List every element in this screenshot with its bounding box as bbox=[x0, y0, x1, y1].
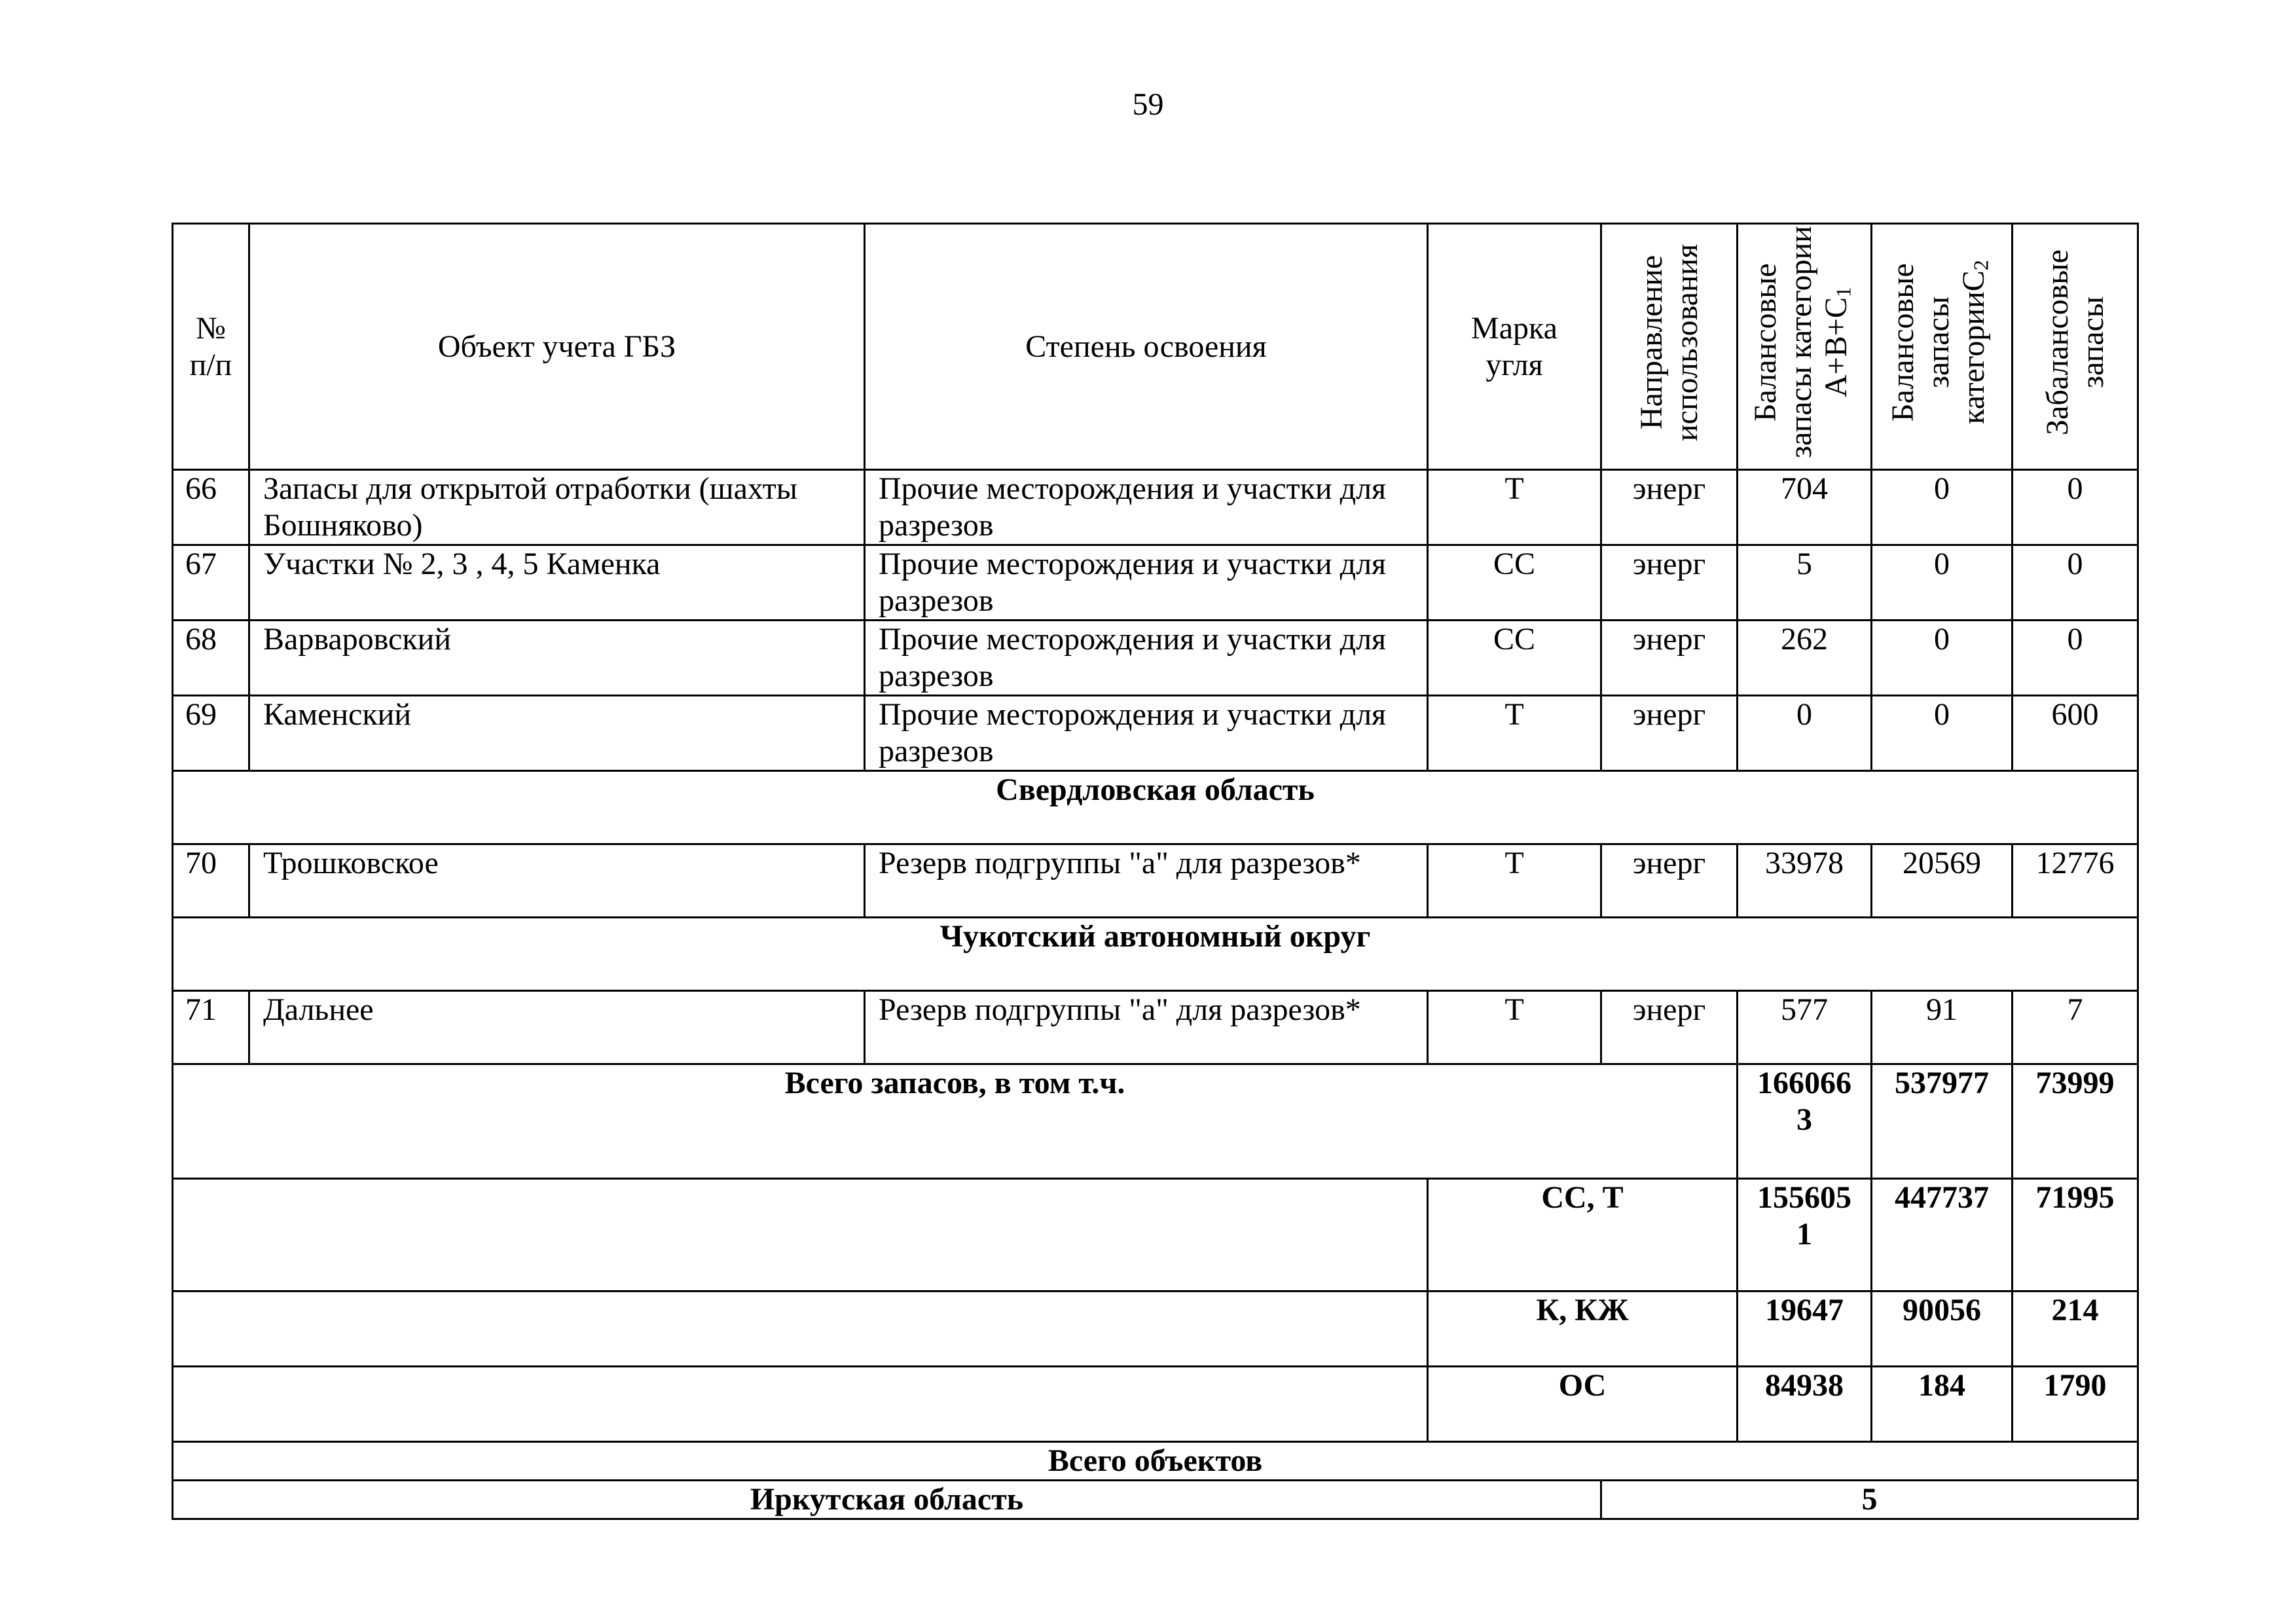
subtotal-abc: 19647 bbox=[1738, 1291, 1872, 1367]
row-object: Запасы для открытой отработки (шахты Бошняково) bbox=[249, 470, 865, 545]
totals-abc bbox=[1738, 1064, 1872, 1179]
header-balance-c2 bbox=[1872, 224, 2013, 470]
objects-total-label: Всего объектов bbox=[173, 1442, 2138, 1481]
subtotal-abc bbox=[1738, 1179, 1872, 1291]
header-direction-label: Направление использования bbox=[1633, 244, 1704, 441]
subtotal-abc: 84938 bbox=[1738, 1367, 1872, 1442]
row-num: 71 bbox=[173, 991, 249, 1064]
row-c2: 0 bbox=[1872, 545, 2013, 621]
row-degree: Резерв подгруппы "а" для разрезов* bbox=[865, 844, 1428, 918]
row-direction: энерг bbox=[1601, 621, 1738, 696]
subtotal-abc-value: 1556051 bbox=[1757, 1180, 1851, 1252]
objects-region-row bbox=[173, 1481, 2138, 1519]
row-degree: Прочие месторождения и участки для разрезов bbox=[865, 545, 1428, 621]
row-c2: 20569 bbox=[1872, 844, 2013, 918]
row-direction: энерг bbox=[1601, 844, 1738, 918]
row-degree: Прочие месторождения и участки для разрезов bbox=[865, 470, 1428, 545]
row-grade: Т bbox=[1428, 991, 1601, 1064]
header-balance-c2-sub: 2 bbox=[1969, 260, 1993, 271]
row-num: 69 bbox=[173, 696, 249, 771]
row-direction: энерг bbox=[1601, 470, 1738, 545]
header-num: № п/п bbox=[173, 224, 249, 470]
subtotal-label: К, КЖ bbox=[1428, 1291, 1738, 1367]
subtotal-row bbox=[173, 1179, 2138, 1291]
row-num: 66 bbox=[173, 470, 249, 545]
row-c2: 0 bbox=[1872, 470, 2013, 545]
totals-row bbox=[173, 1064, 2138, 1179]
header-offbalance bbox=[2013, 224, 2138, 470]
row-direction: энерг bbox=[1601, 991, 1738, 1064]
row-grade: СС bbox=[1428, 621, 1601, 696]
row-c2: 0 bbox=[1872, 621, 2013, 696]
row-degree: Прочие месторождения и участки для разрезов bbox=[865, 696, 1428, 771]
row-num: 67 bbox=[173, 545, 249, 621]
row-grade: СС bbox=[1428, 545, 1601, 621]
row-object: Трошковское bbox=[249, 844, 865, 918]
totals-c2: 537977 bbox=[1872, 1064, 2013, 1179]
row-direction: энерг bbox=[1601, 545, 1738, 621]
totals-abc-value: 1660663 bbox=[1757, 1066, 1851, 1137]
region-row bbox=[173, 918, 2138, 991]
subtotal-row bbox=[173, 1367, 2138, 1442]
row-off: 600 bbox=[2013, 696, 2138, 771]
row-abc: 704 bbox=[1738, 470, 1872, 545]
header-offbalance-label: Забалансовые запасы bbox=[2039, 249, 2110, 435]
objects-count: 5 bbox=[1601, 1481, 2138, 1519]
objects-total-row bbox=[173, 1442, 2138, 1481]
table-row bbox=[173, 844, 2138, 918]
row-grade: Т bbox=[1428, 696, 1601, 771]
region-title: Свердловская область bbox=[173, 771, 2138, 844]
row-c2: 0 bbox=[1872, 696, 2013, 771]
row-num: 70 bbox=[173, 844, 249, 918]
header-object: Объект учета ГБЗ bbox=[249, 224, 865, 470]
row-object: Каменский bbox=[249, 696, 865, 771]
subtotal-label: СС, Т bbox=[1428, 1179, 1738, 1291]
header-balance-abc-label bbox=[1748, 225, 1861, 460]
row-grade: Т bbox=[1428, 844, 1601, 918]
table-row bbox=[173, 991, 2138, 1064]
row-off: 0 bbox=[2013, 545, 2138, 621]
subtotal-blank bbox=[173, 1179, 1428, 1291]
table-row bbox=[173, 696, 2138, 771]
row-object: Дальнее bbox=[249, 991, 865, 1064]
header-degree: Степень освоения bbox=[865, 224, 1428, 470]
table-row bbox=[173, 545, 2138, 621]
row-off: 7 bbox=[2013, 991, 2138, 1064]
row-object: Участки № 2, 3 , 4, 5 Каменка bbox=[249, 545, 865, 621]
row-object: Варваровский bbox=[249, 621, 865, 696]
row-abc: 33978 bbox=[1738, 844, 1872, 918]
row-abc: 577 bbox=[1738, 991, 1872, 1064]
table-row bbox=[173, 621, 2138, 696]
row-grade: Т bbox=[1428, 470, 1601, 545]
row-off: 0 bbox=[2013, 470, 2138, 545]
row-off: 12776 bbox=[2013, 844, 2138, 918]
subtotal-blank bbox=[173, 1291, 1428, 1367]
header-direction bbox=[1601, 224, 1738, 470]
objects-region: Иркутская область bbox=[173, 1481, 1601, 1519]
subtotal-c2: 184 bbox=[1872, 1367, 2013, 1442]
subtotal-blank bbox=[173, 1367, 1428, 1442]
table-row bbox=[173, 470, 2138, 545]
subtotal-row bbox=[173, 1291, 2138, 1367]
totals-label: Всего запасов, в том т.ч. bbox=[173, 1064, 1738, 1179]
page-number: 59 bbox=[1132, 87, 1164, 122]
header-balance-abc-text: Балансовые запасы категории А+В+С bbox=[1747, 226, 1853, 459]
header-balance-abc bbox=[1738, 224, 1872, 470]
row-abc: 5 bbox=[1738, 545, 1872, 621]
row-num: 68 bbox=[173, 621, 249, 696]
subtotal-c2: 447737 bbox=[1872, 1179, 2013, 1291]
subtotal-c2: 90056 bbox=[1872, 1291, 2013, 1367]
subtotal-off: 71995 bbox=[2013, 1179, 2138, 1291]
header-grade: Марка угля bbox=[1428, 224, 1601, 470]
row-degree: Резерв подгруппы "а" для разрезов* bbox=[865, 991, 1428, 1064]
totals-off: 73999 bbox=[2013, 1064, 2138, 1179]
header-balance-c2-text: Балансовые запасы категорииС bbox=[1885, 263, 1991, 425]
row-off: 0 bbox=[2013, 621, 2138, 696]
row-c2: 91 bbox=[1872, 991, 2013, 1064]
subtotal-label: ОС bbox=[1428, 1367, 1738, 1442]
row-direction: энерг bbox=[1601, 696, 1738, 771]
table-header-row bbox=[173, 224, 2138, 470]
subtotal-off: 1790 bbox=[2013, 1367, 2138, 1442]
header-balance-c2-label bbox=[1886, 234, 1999, 450]
reserves-table bbox=[172, 223, 2139, 1520]
row-degree: Прочие месторождения и участки для разрезов bbox=[865, 621, 1428, 696]
subtotal-off: 214 bbox=[2013, 1291, 2138, 1367]
region-title: Чукотский автономный округ bbox=[173, 918, 2138, 991]
row-abc: 0 bbox=[1738, 696, 1872, 771]
region-row bbox=[173, 771, 2138, 844]
row-abc: 262 bbox=[1738, 621, 1872, 696]
header-balance-abc-sub: 1 bbox=[1831, 287, 1855, 298]
